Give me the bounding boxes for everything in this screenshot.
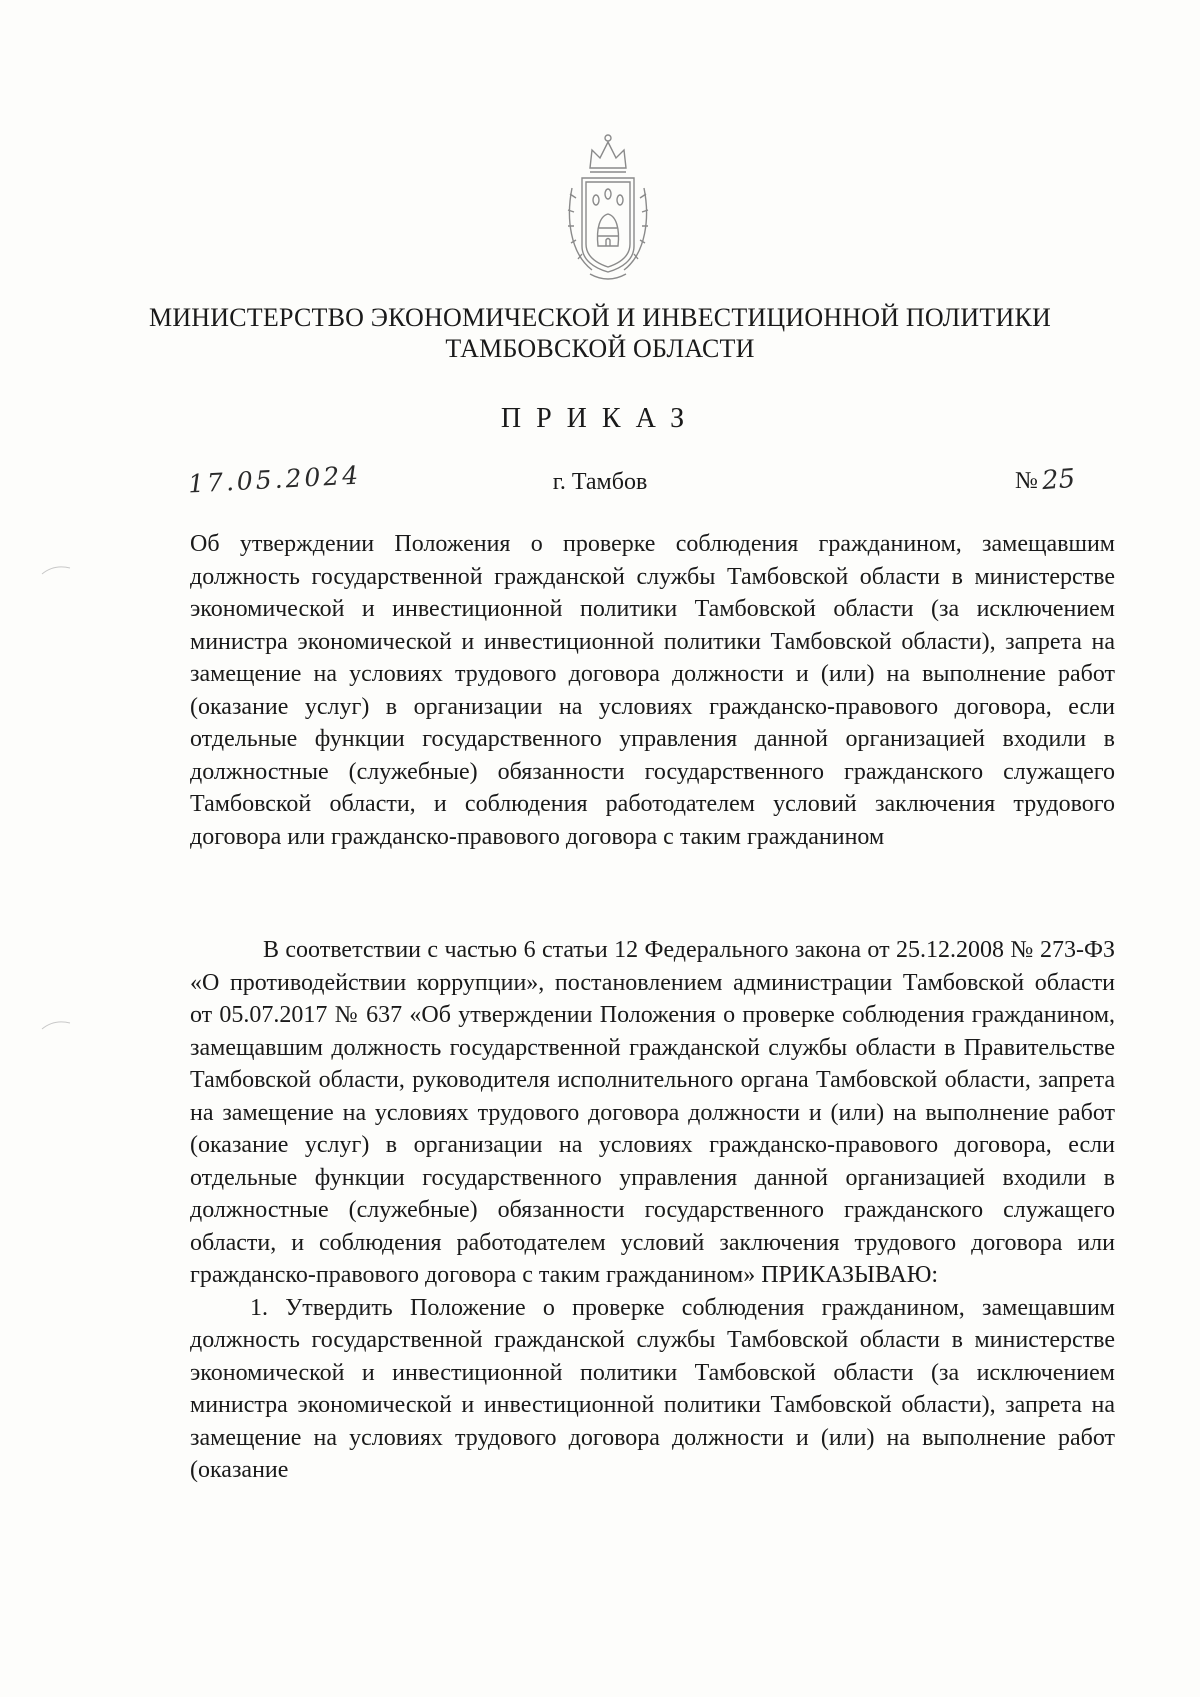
- ministry-name-line2: ТАМБОВСКОЙ ОБЛАСТИ: [445, 334, 755, 363]
- order-title: ПРИКАЗ: [500, 403, 700, 434]
- preamble-paragraph: В соответствии с частью 6 статьи 12 Федерального закона от 25.12.2008 № 273-ФЗ «О противодействии коррупции», постановлением администрации Тамбовской области от 05.07.2017 № 637 «Об утверждении Положения о проверке соблюдения гражданином, замещавшим должность государственной гражданской службы области в Правительстве Тамбовской области, руководителя исполнительного органа Тамбовской области, запрета на замещение на условиях трудового договора должности и (или) на выполнение работ (оказание услуг) в организации на условиях гражданско-правового договора, если отдельные функции государственного управления данной организацией входили в должностные (служебные) обязанности государственного гражданского служащего области, и соблюдения работодателем условий заключения трудового договора или гражданско-правового договора с таким гражданином» ПРИКАЗЫВАЮ:: [190, 937, 1115, 1288]
- scan-margin-mark: [40, 560, 80, 580]
- tambov-coat-of-arms-icon: [562, 128, 654, 286]
- scan-margin-mark: [40, 1015, 80, 1035]
- handwritten-number: 25: [1040, 463, 1077, 497]
- order-subject: Об утверждении Положения о проверке соблюдения гражданином, замещавшим должность государственной гражданской службы Тамбовской области в министерстве экономической и инвестиционной политики Тамбовской области (за исключением министра экономической и инвестиционной политики Тамбовской области), запрета на замещение на условиях трудового договора должности и (или) на выполнение работ (оказание услуг) в организации на условиях гражданско-правового договора, если отдельные функции государственного управления данной организацией входили в должностные (служебные) обязанности государственного гражданского служащего Тамбовской области, и соблюдения работодателем условий заключения трудового договора или гражданско-правового договора с таким гражданином: [190, 531, 1115, 850]
- order-number: [1015, 465, 1075, 495]
- city-name: г. Тамбов: [552, 469, 648, 495]
- handwritten-date: 17.05.2024: [187, 460, 362, 499]
- order-body: [190, 934, 1115, 1487]
- item-1-paragraph: 1. Утвердить Положение о проверке соблюдения гражданином, замещавшим должность государственной гражданской службы Тамбовской области в министерстве экономической и инвестиционной политики Тамбовской области (за исключением министра экономической и инвестиционной политики Тамбовской области), запрета на замещение на условиях трудового договора должности и (или) на выполнение работ (оказание: [190, 1294, 1115, 1483]
- ministry-name-line1: МИНИСТЕРСТВО ЭКОНОМИЧЕСКОЙ И ИНВЕСТИЦИОННОЙ ПОЛИТИКИ: [149, 303, 1051, 332]
- ministry-name: [120, 302, 1080, 364]
- number-sign: №: [1015, 468, 1038, 494]
